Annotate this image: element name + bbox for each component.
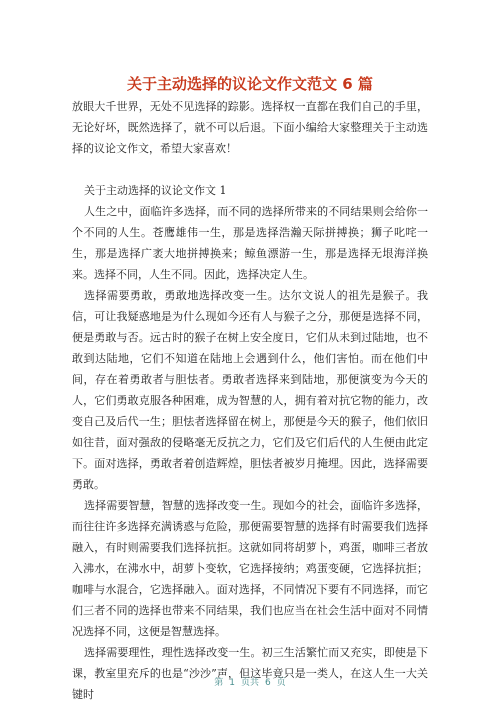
document-title: 关于主动选择的议论文作文范文 6 篇 (127, 75, 373, 93)
section-heading: 关于主动选择的议论文作文 1 (84, 184, 227, 197)
body-paragraph: 选择需要勇敢，勇敢地选择改变一生。达尔文说人的祖先是猴子。我信，可让我疑惑地是为什么现如今还有人与猴子之分，那便是选择不同，便是勇敢与否。远古时的猴子在树上安全度日，它们从未到过陆地，也不敢到达陆地，它们不知道在陆地上会遇到什么，他们害怕。而在他们中间，存在着勇敢者与胆怯者。勇敢者选择来到陆地，那便演变为今天的人，它们勇敢克服各种困难，成为智慧的人，拥有着对抗它物的能力，改变自己及后代一生；胆怯者选择留在树上，那便是今天的猴子，他们依旧如往昔，面对强敌的侵略毫无反抗之力，它们及它们后代的人生便由此定下。面对选择，勇敢者着创造辉煌，胆怯者被岁月掩埋。因此，选择需要勇敢。 (72, 289, 428, 491)
footer-page-number: 1 (229, 678, 235, 688)
footer-middle: 页共 (240, 678, 259, 688)
footer-total-pages: 6 (265, 678, 271, 688)
footer-suffix: 页 (276, 678, 286, 688)
page-footer (0, 677, 500, 689)
document-body (72, 96, 428, 705)
body-paragraph: 选择需要理性，理性选择改变一生。初三生活繁忙而又充实，即使是下课，教室里充斥的也是“沙沙”声，但这毕竟只是一类人，在这人生一大关键时 (72, 646, 428, 701)
body-paragraph: 人生之中，面临许多选择，而不同的选择所带来的不同结果则会给你一个不同的人生。苍鹰雄伟一生，那是选择浩瀚天际拼搏换；狮子叱咤一生，那是选择广袤大地拼搏换来；鲸鱼漂游一生，那是选择无垠海洋换来。选择不同，人生不同。因此，选择决定人生。 (72, 205, 428, 281)
intro-paragraph: 放眼大千世界，无处不见选择的踪影。选择权一直都在我们自己的手里，无论好坏，既然选择了，就不可以后退。下面小编给大家整理关于主动选择的议论文作文，希望大家喜欢！ (72, 100, 428, 155)
footer-prefix: 第 (214, 678, 224, 688)
body-paragraph: 选择需要智慧，智慧的选择改变一生。现如今的社会，面临许多选择，而往往许多选择充满诱惑与危险，那便需要智慧的选择有时需要我们选择融入，有时则需要我们选择抗拒。这就如同将胡萝卜，鸡蛋，咖啡三者放入沸水，在沸水中，胡萝卜变软，它选择接纳；鸡蛋变硬，它选择抗拒；咖啡与水混合，它选择融入。面对选择，不同情况下要有不同选择，而它们三者不同的选择也带来不同结果，我们也应当在社会生活中面对不同情况选择不同，这便是智慧选择。 (72, 499, 428, 638)
